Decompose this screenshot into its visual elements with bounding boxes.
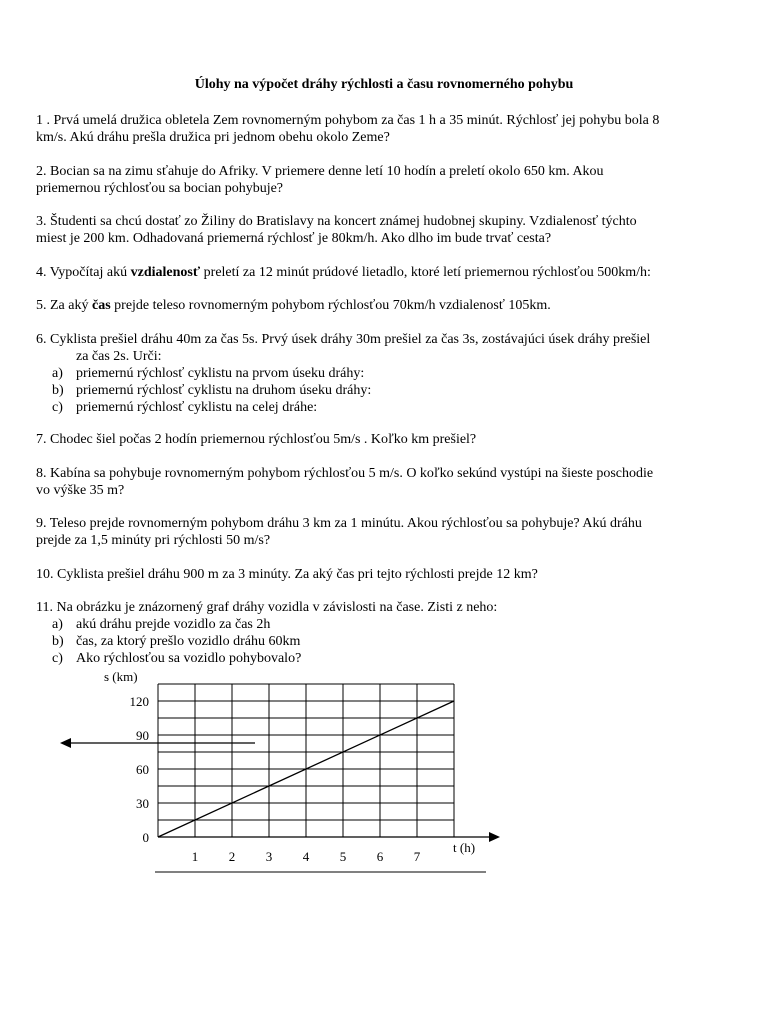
task-9-line-2: prejde za 1,5 minúty pri rýchlosti 50 m/s? (36, 533, 271, 548)
x-tick-label: 4 (302, 849, 310, 864)
task-2-line-1: 2. Bocian sa na zimu sťahuje do Afriky. V priemere denne letí 10 hodín a preletí okolo 650 km. Akou (36, 164, 604, 179)
task-4-text-b: preletí za 12 minút prúdové lietadlo, ktoré letí priemernou rýchlosťou 500km/h: (200, 265, 651, 280)
task-5-keyword: čas (91, 298, 111, 313)
chart-grid (158, 684, 454, 837)
task-1-line-1: 1 . Prvá umelá družica obletela Zem rovnomerným pohybom za čas 1 h a 35 minút. Rýchlosť jej pohybu bola 8 (36, 113, 660, 128)
task-6-line-1: 6. Cyklista prešiel dráhu 40m za čas 5s. Prvý úsek dráhy 30m prešiel za čas 3s, zostávajúci úsek dráhy prešiel (36, 332, 651, 347)
task-11-item-a-text: akú dráhu prejde vozidlo za čas 2h (76, 617, 271, 632)
task-6-item-c-text: priemernú rýchlosť cyklistu na celej dráhe: (76, 400, 318, 415)
task-6-item-c-label: c) (52, 400, 63, 415)
x-tick-label: 6 (376, 849, 384, 864)
task-10-line-1: 10. Cyklista prešiel dráhu 900 m za 3 minúty. Za aký čas pri tejto rýchlosti prejde 12 km? (36, 567, 538, 582)
task-4-text-a: 4. Vypočítaj akú (36, 265, 131, 280)
task-6-item-a-text: priemernú rýchlosť cyklistu na prvom úseku dráhy: (76, 366, 365, 381)
task-6-item-a-label: a) (52, 366, 63, 381)
task-11-item-c-text: Ako rýchlosťou sa vozidlo pohybovalo? (76, 651, 302, 666)
y-tick-label: 0 (142, 830, 149, 845)
x-axis-arrowhead (489, 832, 500, 842)
chart-tick-labels (130, 694, 421, 864)
task-11-item-a-label: a) (52, 617, 63, 632)
x-axis-label: t (h) (453, 840, 476, 855)
x-tick-label: 1 (191, 849, 199, 864)
y-tick-label: 90 (136, 728, 149, 743)
task-5-text-b: prejde teleso rovnomerným pohybom rýchlosťou 70km/h vzdialenosť 105km. (110, 298, 551, 313)
task-3-line-1: 3. Študenti sa chcú dostať zo Žiliny do Bratislavy na koncert známej hudobnej skupiny. Vzdialenosť týchto (36, 214, 637, 229)
task-11-item-b-text: čas, za ktorý prešlo vozidlo dráhu 60km (76, 634, 301, 649)
task-11-item-c-label: c) (52, 651, 63, 666)
x-tick-label: 3 (265, 849, 273, 864)
y-tick-label: 120 (129, 694, 149, 709)
y-tick-label: 30 (136, 796, 149, 811)
x-tick-label: 2 (228, 849, 236, 864)
task-6-item-b-label: b) (52, 383, 64, 398)
task-2-line-2: priemernou rýchlosťou sa bocian pohybuje? (36, 181, 284, 196)
x-tick-label: 7 (413, 849, 421, 864)
task-9-line-1: 9. Teleso prejde rovnomerným pohybom dráhu 3 km za 1 minútu. Akou rýchlosťou sa pohybuje? Akú dráhu (36, 516, 642, 531)
y-tick-label: 60 (136, 762, 149, 777)
task-6-item-b-text: priemernú rýchlosť cyklistu na druhom úseku dráhy: (76, 383, 372, 398)
task-8-line-1: 8. Kabína sa pohybuje rovnomerným pohybom rýchlosťou 5 m/s. O koľko sekúnd vystúpi na šieste poschodie (36, 466, 654, 481)
y-axis-label: s (km) (104, 669, 138, 684)
x-tick-label: 5 (339, 849, 347, 864)
task-11-line-1: 11. Na obrázku je znázornený graf dráhy vozidla v závislosti na čase. Zisti z neho: (36, 600, 498, 615)
left-arrow-head (60, 738, 71, 748)
task-7-line-1: 7. Chodec šiel počas 2 hodín priemernou rýchlosťou 5m/s . Koľko km prešiel? (36, 432, 477, 447)
task-3-line-2: miest je 200 km. Odhadovaná priemerná rýchlosť je 80km/h. Ako dlho im bude trvať cesta? (36, 231, 552, 246)
page-title: Úlohy na výpočet dráhy rýchlosti a času rovnomerného pohybu (194, 77, 574, 92)
task-6-line-2: za čas 2s. Urči: (76, 349, 162, 364)
task-4-keyword: vzdialenosť (130, 265, 201, 280)
task-5-text-a: 5. Za aký (36, 298, 92, 313)
task-11-item-b-label: b) (52, 634, 64, 649)
task-8-line-2: vo výške 35 m? (36, 483, 125, 498)
task-1-line-2: km/s. Akú dráhu prešla družica pri jednom obehu okolo Zeme? (36, 130, 390, 145)
